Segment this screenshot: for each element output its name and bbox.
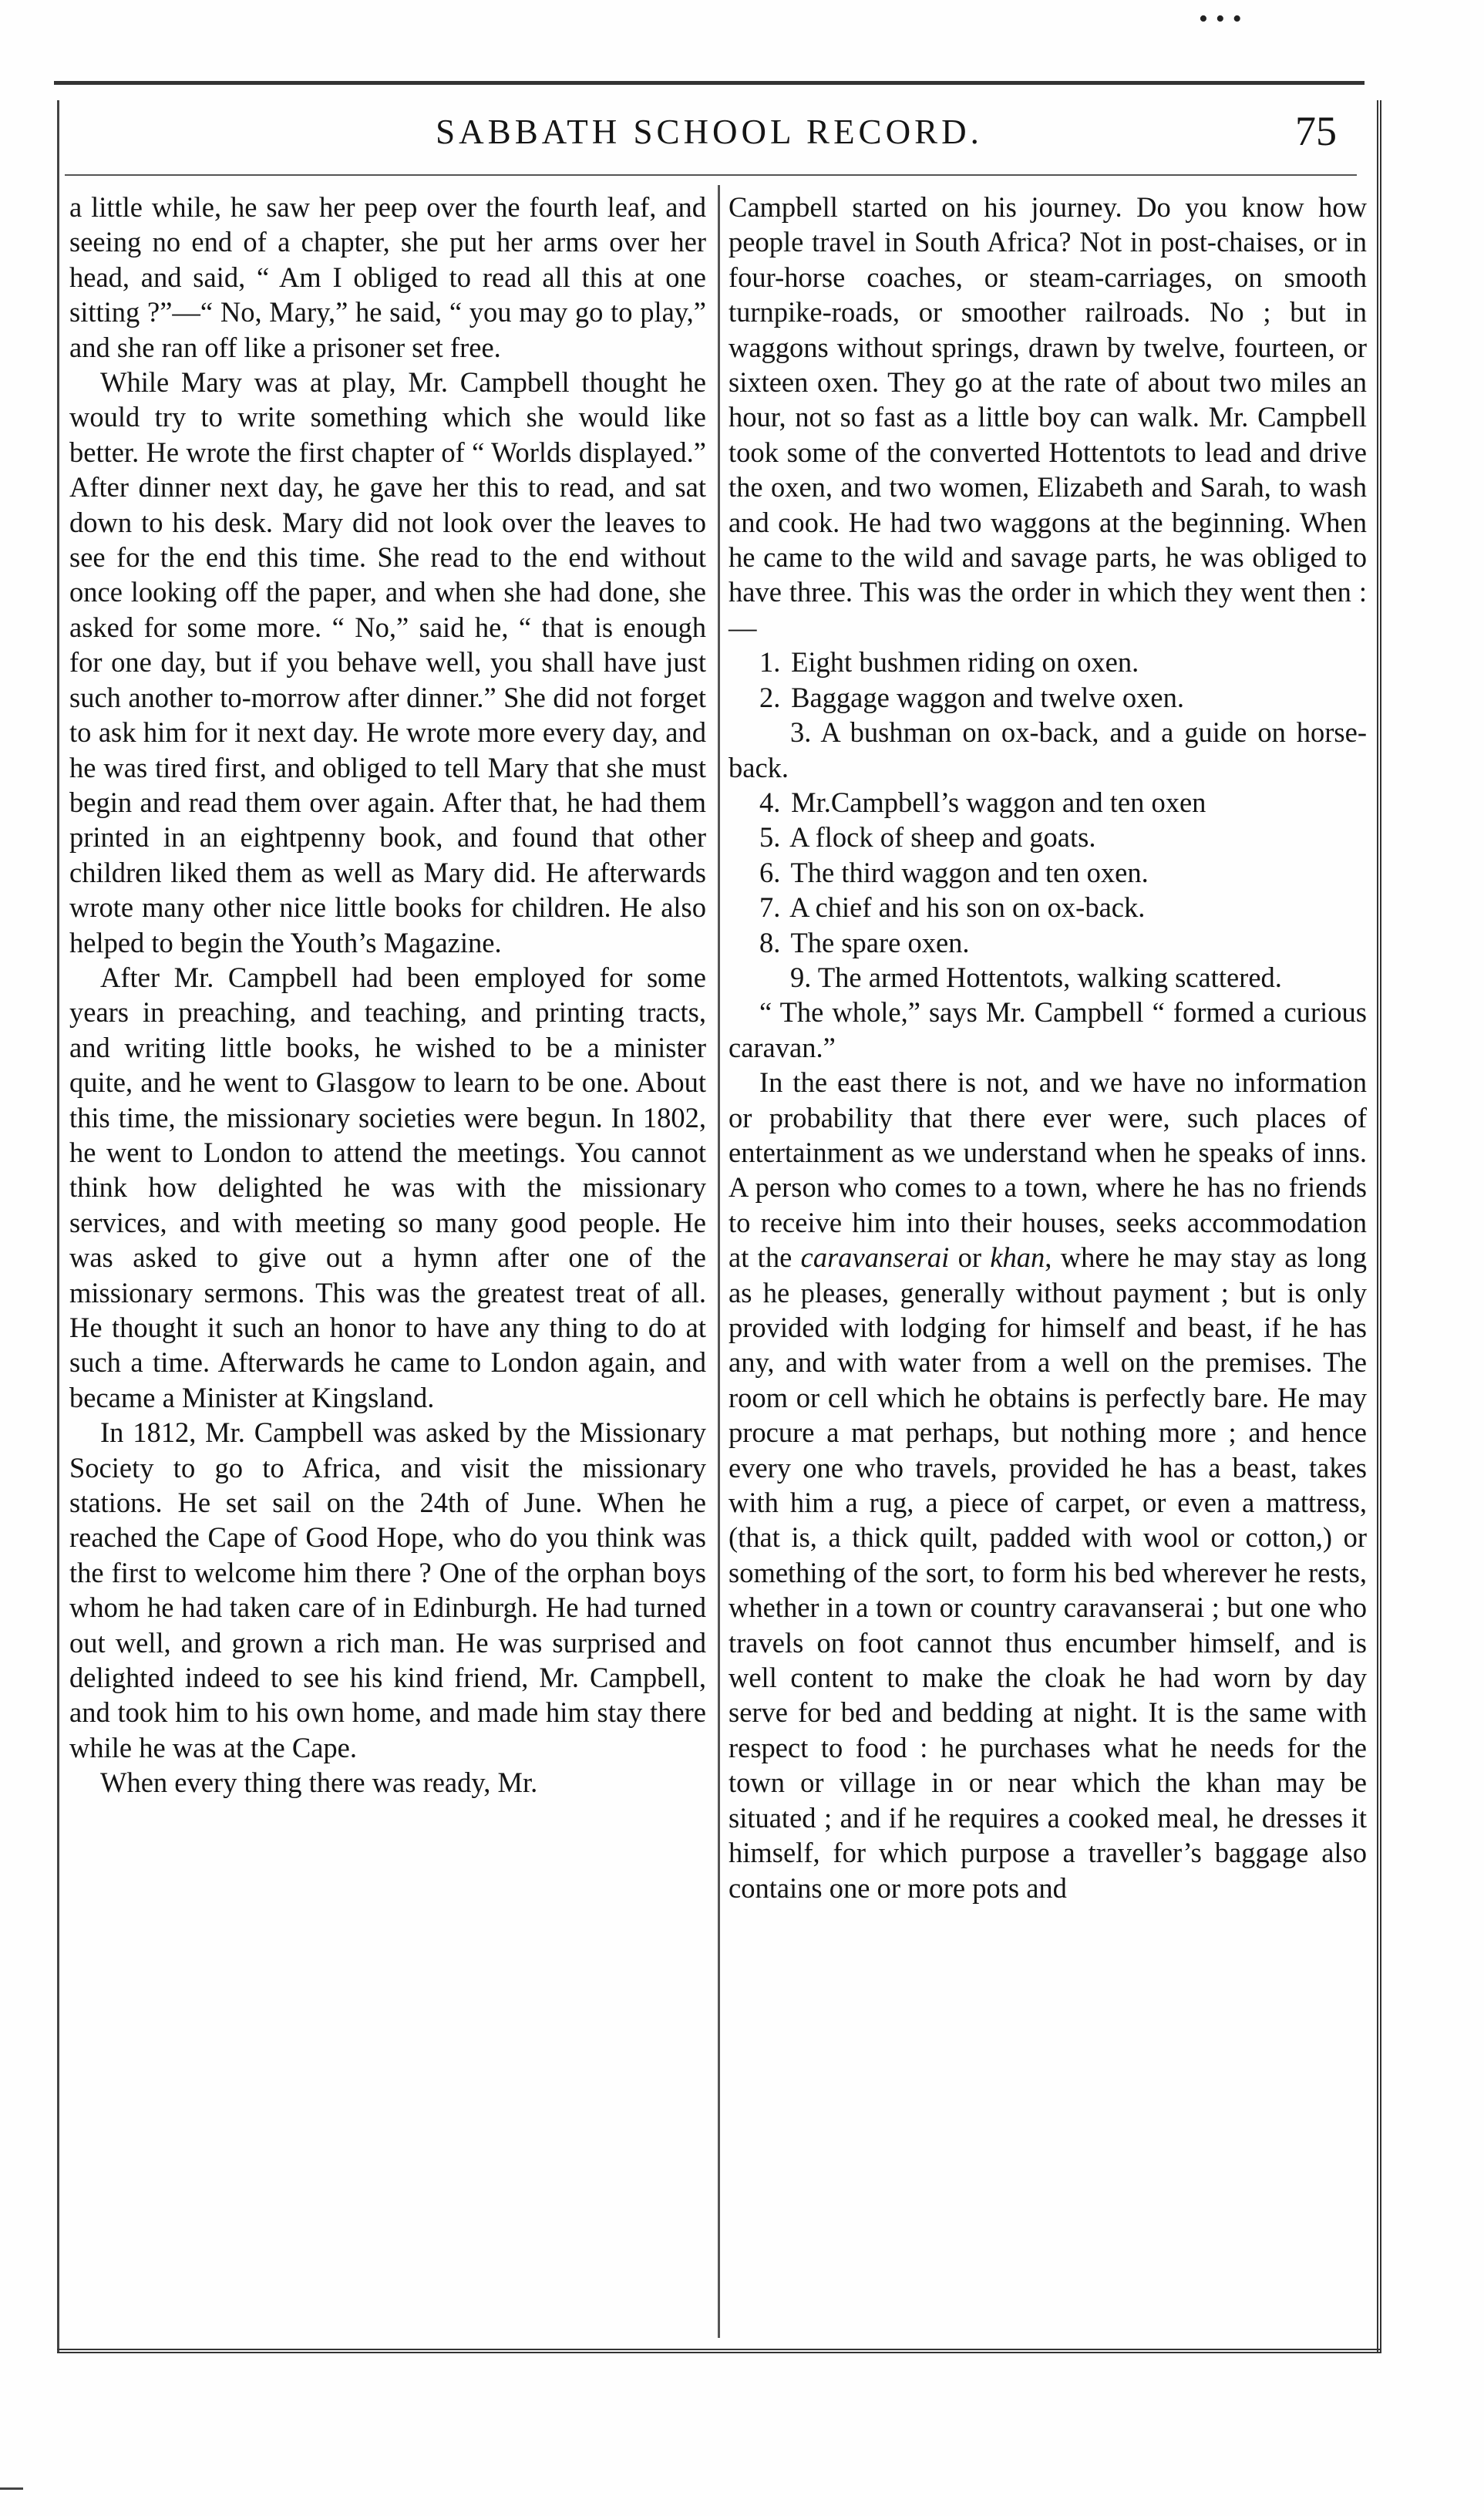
list-text: The armed Hottentots, walking scattered. [817,961,1282,993]
italic-term: khan [990,1241,1045,1274]
list-text: Eight bushmen riding on oxen. [791,646,1139,679]
list-item [729,785,1367,820]
list-number: 8. [759,926,781,958]
text-run: or [957,1241,981,1274]
page-number: 75 [1295,108,1337,154]
list-item [729,820,1367,854]
list-item [729,680,1367,715]
right-column [729,190,1367,1905]
list-number: 1. [759,646,781,679]
list-item [729,645,1367,679]
paragraph [729,1065,1367,1905]
list-item [729,715,1367,785]
italic-term: caravanserai [800,1241,950,1274]
list-item [729,925,1367,960]
list-text: A chief and his son on ox-back. [789,891,1146,924]
corner-dots: ••• [1199,5,1250,33]
frame-left-border [57,100,59,2352]
list-text: Baggage waggon and twelve oxen. [791,681,1184,713]
running-head [54,108,1365,166]
list-number: 7. [759,891,781,924]
left-column [69,190,706,1800]
list-item [729,855,1367,890]
paragraph: While Mary was at play, Mr. Campbell thought he would try to write something which she would like better. He wrote the first chapter of “ Worlds displayed.” After dinner next day, he gave her this to read, and sat down to his desk. Mary did not look over the leaves to see for the end this time. She read to the end without once looking off the paper, and when she had done, she asked for some more. “ No,” said he, “ that is enough for one day, but if you behave well, you shall have just such another to-morrow after dinner.” She did not forget to ask him for it next day. He wrote more every day, and he was tired first, and obliged to tell Mary that she must begin and read them over again. After that, he had them printed in an eightpenny book, and found that other children liked them as well as Mary did. He afterwards wrote many other nice little books for children. He also helped to begin the Youth’s Magazine. [69,366,706,958]
list-item [729,960,1367,995]
quote-paragraph: “ The whole,” says Mr. Campbell “ formed a curious caravan.” [729,996,1367,1063]
list-number: 2. [759,681,781,713]
page-title: SABBATH SCHOOL RECORD. [436,113,983,151]
text-run: , where he may stay as long as he pleases, generally without payment ; but is only provided with lodging for himself and beast, if he has any, and with water from a well on the premises. The room or cell which he obtains is perfectly bare. He may procure a mat perhaps, but nothing more ; and hence every one who travels, provided he has a beast, takes with him a rug, a piece of carpet, or even a mattress, (that is, a thick quilt, padded with wool or cotton,) or something of the sort, to form his bed wherever he rests, whether in a town or country caravanserai ; but one who travels on foot cannot thus encumber himself, and is well content to make the cloak he had worn by day serve for bed and bedding at night. It is the same with respect to food : he purchases what he needs for the town or village in or near which the khan may be situated ; and if he requires a cooked meal, he dresses it himself, for which purpose a traveller’s baggage also contains one or more pots and [729,1241,1367,1904]
list-number: 3. [790,716,812,749]
column-divider [718,185,720,2338]
paragraph: After Mr. Campbell had been employed for some years in preaching, and teaching, and printing tracts, and writing little books, he wished to be a minister quite, and he went to Glasgow to learn to be one. About this time, the missionary societies were begun. In 1802, he went to London to attend the meetings. You cannot think how delighted he was with the missionary services, and with meeting so many good people. He was asked to give out a hymn after one of the missionary sermons. This was the greatest treat of all. He thought it such an honor to have any thing to do at such a time. Afterwards he came to London again, and became a Minister at Kingsland. [69,961,706,1413]
list-text: A bushman on ox-back, and a guide on horse-back. [729,716,1367,783]
list-text: The third waggon and ten oxen. [790,856,1149,888]
list-text: A flock of sheep and goats. [789,821,1096,854]
header-rule [65,174,1357,176]
list-text: Mr.Campbell’s waggon and ten oxen [791,786,1206,818]
list-number: 6. [759,856,781,888]
margin-mark [0,2487,23,2490]
paragraph: a little while, he saw her peep over the fourth leaf, and seeing no end of a chapter, she put her arms over her head, and said, “ Am I obliged to read all this at one sitting ?”—“ No, Mary,” he said, “ you may go to play,” and she ran off like a prisoner set free. [69,191,706,363]
frame-right-border [1377,100,1381,2352]
list-number: 9. [790,961,812,993]
paragraph: Campbell started on his journey. Do you know how people travel in South Africa? Not in post-chaises, or in four-horse coaches, or steam-carriages, on smooth turnpike-roads, or smoother railroads. No ; but in waggons without springs, drawn by twelve, fourteen, or sixteen oxen. They go at the rate of about two miles an hour, not so fast as a little boy can walk. Mr. Campbell took some of the converted Hottentots to lead and drive the oxen, and two women, Elizabeth and Sarah, to wash and cook. He had two waggons at the beginning. When he came to the wild and savage parts, he was obliged to have three. This was the order in which they went then :— [729,191,1367,643]
list-item [729,890,1367,925]
list-number: 5. [759,821,781,854]
top-rule [54,81,1365,85]
caravan-order-list [729,645,1367,995]
text-run: In the east there is not, and we have no information or probability that there ever were, such places of entertainment as we understand when he speaks of inns. A person who comes to a town, where he has no friends to receive him into their houses, seeks accommodation at the [729,1066,1367,1274]
list-number: 4. [759,786,781,818]
bottom-rule [57,2349,1381,2353]
paragraph: In 1812, Mr. Campbell was asked by the Missionary Society to go to Africa, and visit the missionary stations. He set sail on the 24th of June. When he reached the Cape of Good Hope, who do you think was the first to welcome him there ? One of the orphan boys whom he had taken care of in Edinburgh. He had turned out well, and grown a rich man. He was surprised and delighted indeed to see his kind friend, Mr. Campbell, and took him to his own home, and made him stay there while he was at the Cape. [69,1416,706,1763]
list-text: The spare oxen. [790,926,970,958]
paragraph: When every thing there was ready, Mr. [100,1767,538,1799]
